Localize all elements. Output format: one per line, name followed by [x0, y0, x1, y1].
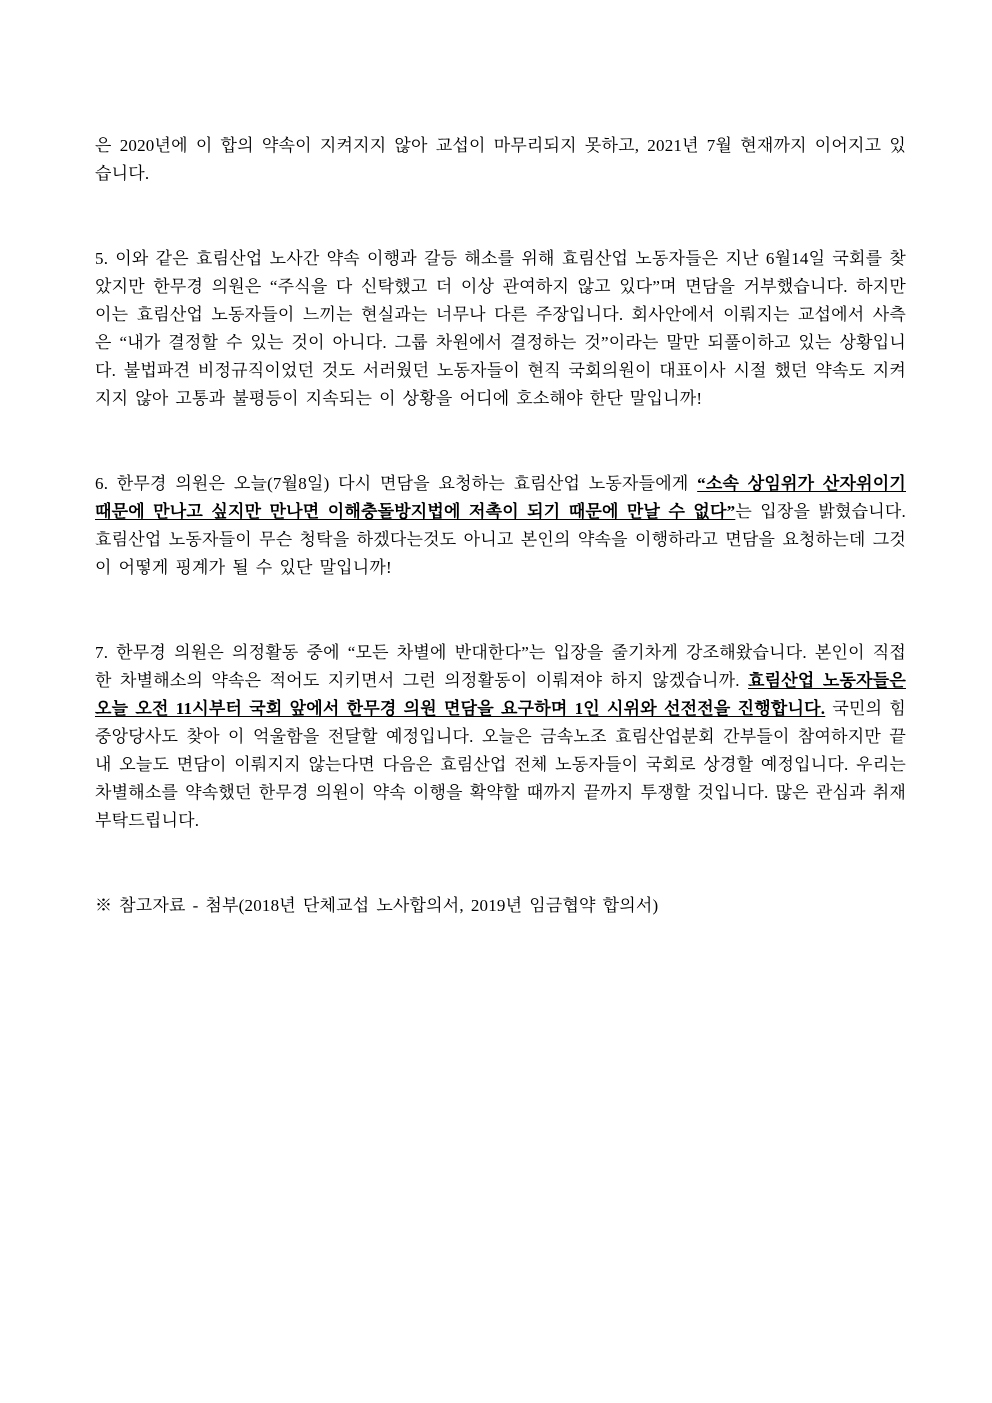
paragraph-item-5-text: 5. 이와 같은 효림산업 노사간 약속 이행과 갈등 해소를 위해 효림산업 노동자들은 지난 6월14일 국회를 찾았지만 한무경 의원은 “주식을 다 신탁했고 더 이상 관여하지 않고 있다”며 면담을 거부했습니다. 하지만 이는 효림산업 노동자들이 느끼는 현실과는 너무나 다른 주장입니다. 회사안에서 이뤄지는 교섭에서 사측은 “내가 결정할 수 있는 것이 아니다. 그룹 차원에서 결정하는 것”이라는 말만 되풀이하고 있는 상황입니다. 불법파견 비정규직이었던 것도 서러웠던 노동자들이 현직 국회의원이 대표이사 시절 했던 약속도 지켜지지 않아 고통과 불평등이 지속되는 이 상황을 어디에 호소해야 한단 말입니까!: [95, 249, 906, 408]
paragraph-item-7-text-trail: 국민의 힘 중앙당사도 찾아 이 억울함을 전달할 예정입니다. 오늘은 금속노조 효림산업분회 간부들이 참여하지만 끝내 오늘도 면담이 이뤄지지 않는다면 다음은 효림산업 전체 노동자들이 국회로 상경할 예정입니다. 우리는 차별해소를 약속했던 한무경 의원이 약속 이행을 확약할 때까지 끝까지 투쟁할 것입니다. 많은 관심과 취재 부탁드립니다.: [95, 699, 907, 830]
paragraph-item-6-text-lead: 6. 한무경 의원은 오늘(7월8일) 다시 면담을 요청하는 효림산업 노동자들에게: [95, 474, 698, 493]
paragraph-item-6-emphasized-quote: “소속 상임위가 산자위이기 때문에 만나고 싶지만 만나면 이해충돌방지법에 저촉이 되기 때문에 만날 수 없다”: [95, 474, 906, 521]
paragraph-continuation-text: 은 2020년에 이 합의 약속이 지켜지지 않아 교섭이 마무리되지 못하고, 2021년 7월 현재까지 이어지고 있습니다.: [95, 136, 906, 183]
paragraph-item-7: [95, 639, 906, 835]
reference-note: [95, 892, 906, 920]
paragraph-item-6-text-trail: 는 입장을 밝혔습니다. 효림산업 노동자들이 무슨 청탁을 하겠다는것도 아니고 본인의 약속을 이행하라고 면담을 요청하는데 그것이 어떻게 핑계가 될 수 있단 말입니까!: [95, 502, 906, 577]
paragraph-continuation: [95, 132, 906, 188]
paragraph-item-6: [95, 470, 906, 582]
reference-note-text: ※ 참고자료 - 첨부(2018년 단체교섭 노사합의서, 2019년 임금협약 합의서): [95, 896, 659, 915]
paragraph-item-7-text-lead: 7. 한무경 의원은 의정활동 중에 “모든 차별에 반대한다”는 입장을 줄기차게 강조해왔습니다. 본인이 직접 한 차별해소의 약속은 적어도 지키면서 그런 의정활동이 이뤄져야 하지 않겠습니까.: [95, 643, 906, 690]
paragraph-item-7-emphasized-plan: 효림산업 노동자들은 오늘 오전 11시부터 국회 앞에서 한무경 의원 면담을 요구하며 1인 시위와 선전전을 진행합니다.: [95, 671, 906, 718]
paragraph-item-5: [95, 245, 906, 413]
